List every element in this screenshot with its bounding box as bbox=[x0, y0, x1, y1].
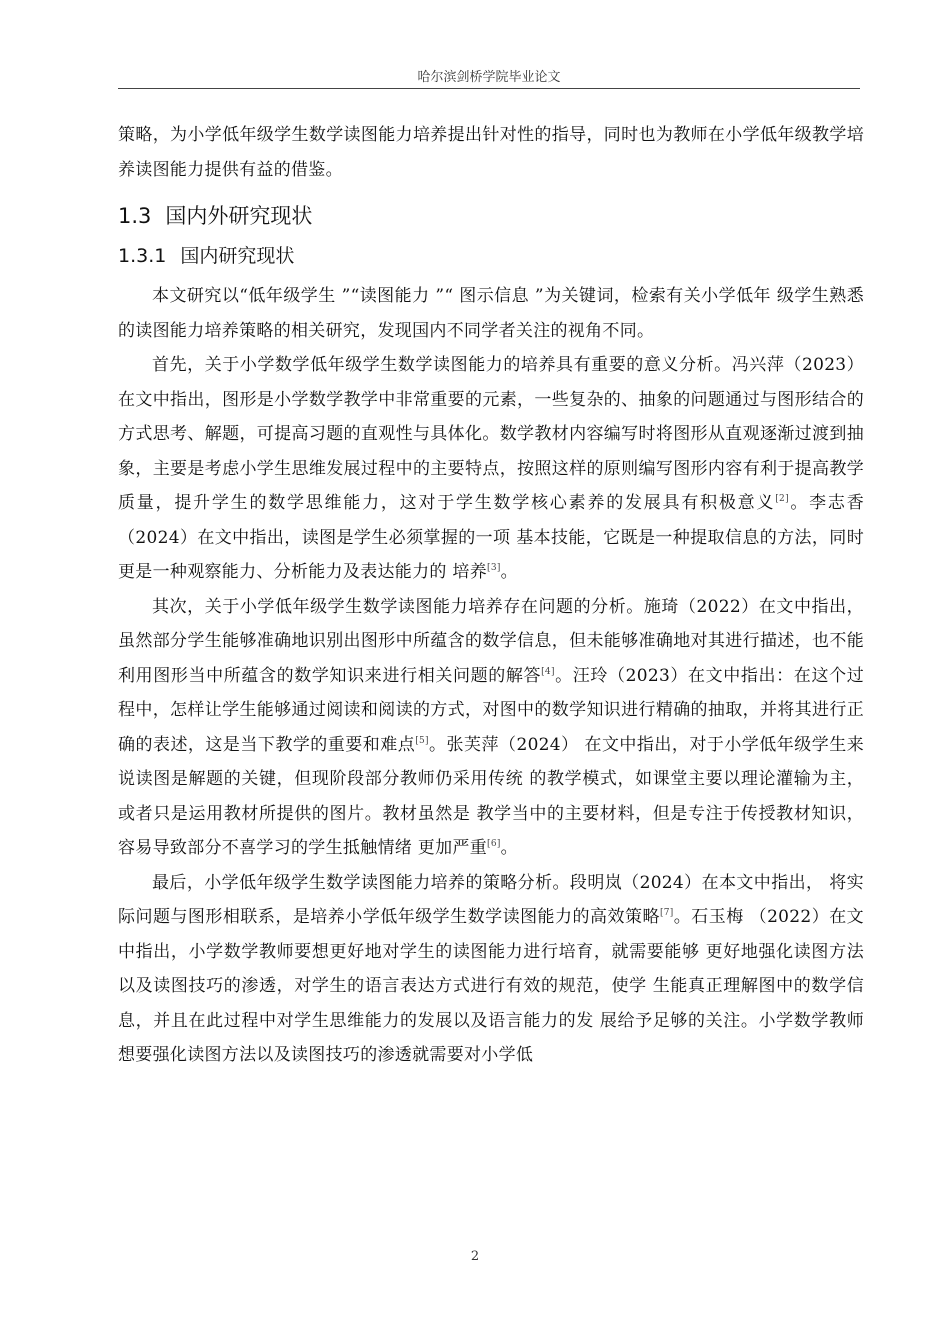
section-number: 1.3 bbox=[118, 204, 152, 228]
paragraph-text: 最后，小学低年级学生数学读图能力培养的策略分析。段明岚（2024）在本文中指出， 将实际问题与图形相联系，是培养小学低年级学生数学读图能力的高效策略 bbox=[118, 872, 864, 927]
paragraph-text: 。张芙萍（2024） 在文中指出，对于小学低年级学生来说读图是解题的关键，但现阶段部分教师仍采用传统 的教学模式，如课堂主要以理论灌输为主，或者只是运用教材所提供的图片。教材虽然是 教学当中的主要材料，但是专注于传授教材知识，容易导致部分不喜学习的学生抵触情绪 更加严重 bbox=[118, 734, 864, 858]
paragraph-text: 。石玉梅 （2022）在文中指出，小学数学教师要想更好地对学生的读图能力进行培育，就需要能够 更好地强化读图方法以及读图技巧的渗透，对学生的语言表达方式进行有效的规范，使学 生能真正理解图中的数学信息，并且在此过程中对学生思维能力的发展以及语言能力的发 展给予足够的关注。小学数学教师想要强化读图方法以及读图技巧的渗透就需要对小学低 bbox=[118, 907, 864, 1065]
paragraph-text: 。 bbox=[500, 562, 518, 582]
paragraph-text: 。李志香（2024）在文中指出，读图是学生必须掌握的一项 基本技能，它既是一种提取信息的方法，同时更是一种观察能力、分析能力及表达能力的 培养 bbox=[118, 493, 865, 582]
header-divider bbox=[118, 88, 860, 89]
paragraph-text: 。 bbox=[500, 838, 518, 858]
subsection-heading bbox=[118, 239, 864, 273]
citation-ref: [2] bbox=[775, 494, 789, 504]
paragraph-text: 。汪玲（2023）在文中指出：在这个过程中，怎样让学生能够通过阅读和阅读的方式，对图中的数学知识进行精确的抽取，并将其进行正确的表述，这是当下教学的重要和难点 bbox=[118, 665, 864, 755]
subsection-number: 1.3.1 bbox=[118, 245, 167, 267]
citation-ref: [4] bbox=[541, 666, 555, 677]
citation-ref: [7] bbox=[659, 908, 674, 918]
paragraph-strategies bbox=[118, 866, 864, 1073]
running-header: 哈尔滨剑桥学院毕业论文 bbox=[417, 70, 561, 85]
section-title: 国内外研究现状 bbox=[165, 204, 313, 228]
paragraph-text: 其次，关于小学低年级学生数学读图能力培养存在问题的分析。施琦（2022）在文中指出，虽然部分学生能够准确地识别出图形中所蕴含的数学信息，但未能够准确地对其进行描述，也不能利用图形当中所蕴含的数学知识来进行相关问题的解答 bbox=[118, 596, 864, 686]
paragraph-text: 首先，关于小学数学低年级学生数学读图能力的培养具有重要的意义分析。冯兴萍（2023）在文中指出，图形是小学数学教学中非常重要的元素，一些复杂的、抽象的问题通过与图形结合的方式思考、解题，可提高习题的直观性与具体化。数学教材内容编写时将图形从直观逐渐过渡到抽象，主要是考虑小学生思维发展过程中的主要特点，按照这样的原则编写图形内容有利于提高教学质量，提升学生的数学思维能力，这对于学生数学核心素养的发展具有积极意义 bbox=[118, 355, 864, 513]
paragraph-keywords: 本文研究以“低年级学生 ”“读图能力 ”“ 图示信息 ”为关键词，检索有关小学低年 级学生熟悉的读图能力培养策略的相关研究，发现国内不同学者关注的视角不同。 bbox=[118, 286, 864, 341]
section-heading bbox=[118, 199, 864, 233]
citation-ref: [6] bbox=[487, 839, 501, 849]
body-text bbox=[118, 118, 864, 1073]
citation-ref: [5] bbox=[415, 735, 429, 746]
page-number: 2 bbox=[470, 1249, 480, 1264]
citation-ref: [3] bbox=[487, 563, 501, 573]
subsection-title: 国内研究现状 bbox=[180, 245, 295, 267]
paragraph-problems bbox=[118, 590, 864, 866]
intro-paragraph: 策略，为小学低年级学生数学读图能力培养提出针对性的指导，同时也为教师在小学低年级教学培养读图能力提供有益的借鉴。 bbox=[118, 125, 864, 180]
paragraph-significance bbox=[118, 348, 864, 590]
